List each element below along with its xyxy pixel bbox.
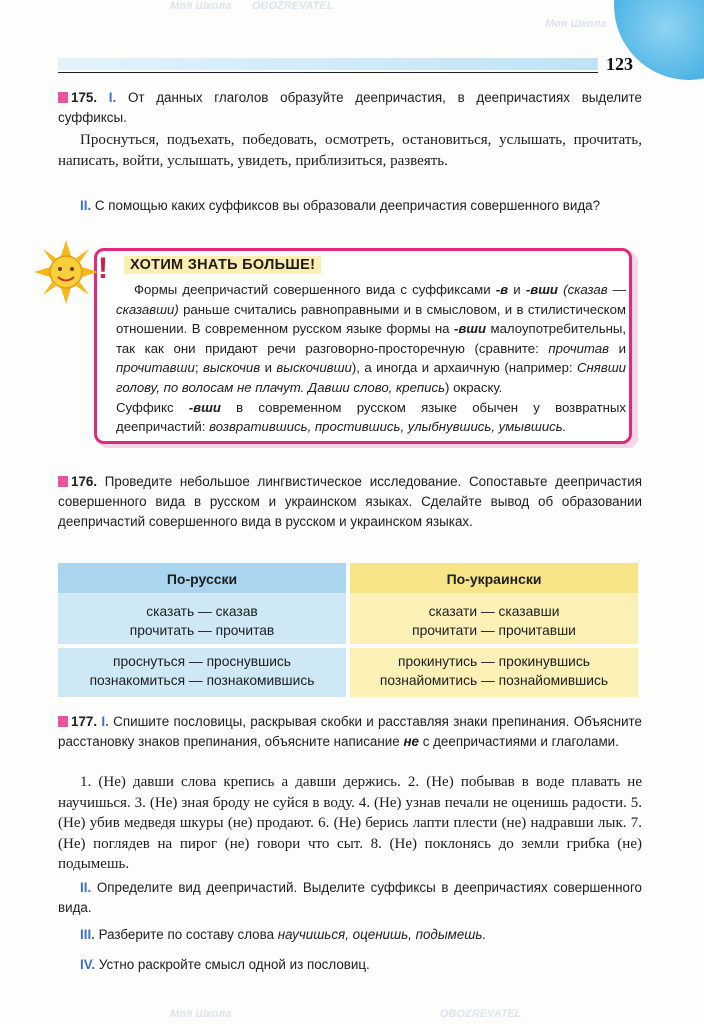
- ex177-number: 177.: [71, 714, 98, 729]
- suffix-vshi: -вши: [525, 282, 558, 297]
- watermark-obozrevatel: OBOZREVATEL: [252, 0, 334, 12]
- page-number: 123: [606, 54, 633, 74]
- ex177-proverbs: 1. (Не) давши слова крепись а давши держись. 2. (Не) побывав в воде плавать не научишься. 3. (Не) зная броду не суйся в воду. 4. (Не) узнав печали не оценишь радости. 5. (Не) убив медведя шкуры (не) продают. 6. (Не) берись лапти плести (не) надравши лык. 7. (Не) поглядев на пирог (не) говори что сыт. 8. (Не) поклонясь до земли грибка (не) подымешь.: [58, 774, 642, 872]
- ex177-part4-roman: IV.: [80, 957, 96, 972]
- ex177-part4-text: Устно раскройте смысл одной из пословиц.: [98, 957, 370, 972]
- header-bar: [58, 58, 598, 70]
- ex177-task2: [58, 878, 642, 918]
- comparison-table: [58, 563, 638, 697]
- infobox-p1-b: раньше считались равноправными и в смысловом, и в стилистическом отношении. В современном русском языке формы на: [116, 301, 626, 337]
- ex177-ne: не: [403, 734, 419, 749]
- ex175-part2-text: С помощью каких суффиксов вы образовали деепричастия совершенного вида?: [94, 198, 601, 213]
- ex177-part3-words: научишься, оценишь, подымешь.: [277, 927, 487, 942]
- table-column-russian: [58, 563, 346, 697]
- infobox-p2-a: Суффикс: [116, 399, 189, 415]
- ex177-part2-text: Определите вид деепричастий. Выделите суффиксы в деепричастиях совершенного вида.: [58, 880, 642, 915]
- ex176-number: 176.: [71, 474, 98, 489]
- watermark-obozrevatel: OBOZREVATEL: [440, 1008, 522, 1020]
- ex175-part1-text: От данных глаголов образуйте деепричастия, в деепричастиях выделите суффиксы.: [58, 90, 642, 125]
- infobox-ex3: прочитавши: [116, 360, 195, 376]
- infobox-and: и: [508, 282, 526, 297]
- infobox-p1-d: ), а иногда и архаичную (например:: [351, 360, 577, 376]
- watermark-myschool: Моя Школа: [170, 1008, 232, 1020]
- infobox-example1: (сказав — сказавши): [116, 282, 626, 317]
- infobox-text: [116, 280, 626, 437]
- ex177-task1: [58, 712, 642, 752]
- table-cell-ua-2: прочитати — прочитавши: [412, 623, 576, 638]
- infobox-sep: ;: [194, 360, 203, 376]
- infobox-p1-e: ) окраску.: [445, 379, 503, 395]
- table-cell-ua-4: познайомитись — познайомившись: [379, 673, 609, 688]
- watermark-myschool: Моя Школа: [170, 0, 232, 12]
- ex176-text: Проведите небольшое лингвистическое исследование. Сопоставьте деепричастия совершенного вида в русском и украинском языках. Сделайте вывод об образовании деепричастий совершенного вида в русском и украинском языках.: [58, 474, 642, 529]
- ex176-task: [58, 472, 642, 532]
- infobox-and3: и: [260, 360, 277, 376]
- table-cell-ru-1: сказать — сказав: [146, 604, 258, 619]
- ex175-part2-roman: II.: [80, 198, 92, 213]
- infobox-p2-example: возвратившись, простившись, улыбнувшись, умывшись.: [209, 419, 567, 435]
- ex177-part2-roman: II.: [80, 880, 92, 895]
- header-line: [58, 72, 598, 73]
- table-header-russian: По-русски: [58, 563, 346, 593]
- table-cell-ru-4: познакомиться — познакомившись: [89, 673, 315, 688]
- infobox-p1-c: малоупотребительны, так как они придают речи разговорно-просторечную (сравните:: [116, 321, 626, 356]
- watermark-myschool: Моя Школа: [545, 18, 607, 30]
- infobox-p1-a: Формы деепричастий совершенного вида с суффиксами: [134, 282, 496, 297]
- suffix-v: -в: [495, 282, 509, 297]
- ex175-words: Проснуться, подъехать, победовать, осмотреть, остановиться, услышать, прочитать, написать, войти, услышать, увидеть, приблизиться, развеять.: [58, 132, 642, 169]
- exclamation-icon: !: [98, 252, 108, 285]
- ex177-part1-text-b: с деепричастиями и глаголами.: [418, 734, 619, 749]
- ex176-marker: [58, 476, 68, 487]
- ex177-part3-roman: III.: [80, 927, 95, 942]
- infobox-ex2: прочитав: [548, 340, 609, 356]
- ex175-number: 175.: [71, 90, 98, 105]
- ex175-task1: [58, 88, 642, 128]
- infobox-ex4: выскочив: [202, 360, 261, 376]
- infobox-and2: и: [608, 340, 627, 356]
- ex177-part1-roman: I.: [101, 714, 109, 729]
- ex175-part1-roman: I.: [108, 90, 117, 105]
- ex177-task3: [58, 925, 642, 945]
- table-header-ukrainian: По-украински: [350, 563, 638, 593]
- ex177-part3-text: Разберите по составу слова: [98, 927, 278, 942]
- infobox-ex5: выскочивши: [276, 360, 352, 376]
- suffix-vshi-2: -вши: [453, 321, 487, 337]
- table-cell-ru-2: прочитать — прочитав: [129, 623, 275, 638]
- table-cell-ua-3: прокинутись — прокинувшись: [398, 654, 590, 669]
- infobox-title: ХОТИМ ЗНАТЬ БОЛЬШЕ!: [124, 256, 321, 274]
- infobox-ex6: Снявши голову, по волосам не плачут. Давши слово, крепись: [116, 360, 626, 395]
- infobox-p2-b: в современном русском языке обычен у возвратных деепричастий:: [116, 399, 626, 435]
- ex175-marker: [58, 92, 68, 103]
- table-column-ukrainian: [350, 563, 638, 697]
- ex177-marker: [58, 716, 68, 727]
- suffix-vshi-3: -вши: [188, 399, 221, 415]
- ex177-part1-text-a: Спишите пословицы, раскрывая скобки и расставляя знаки препинания. Объясните расстановку знаков препинания, объясните написание: [58, 714, 642, 749]
- ex177-task4: [58, 955, 642, 975]
- table-cell-ua-1: сказати — сказавши: [428, 604, 560, 619]
- sun-mascot-icon: [34, 240, 98, 304]
- ex175-task2: [58, 196, 642, 216]
- table-cell-ru-3: проснуться — проснувшись: [113, 654, 291, 669]
